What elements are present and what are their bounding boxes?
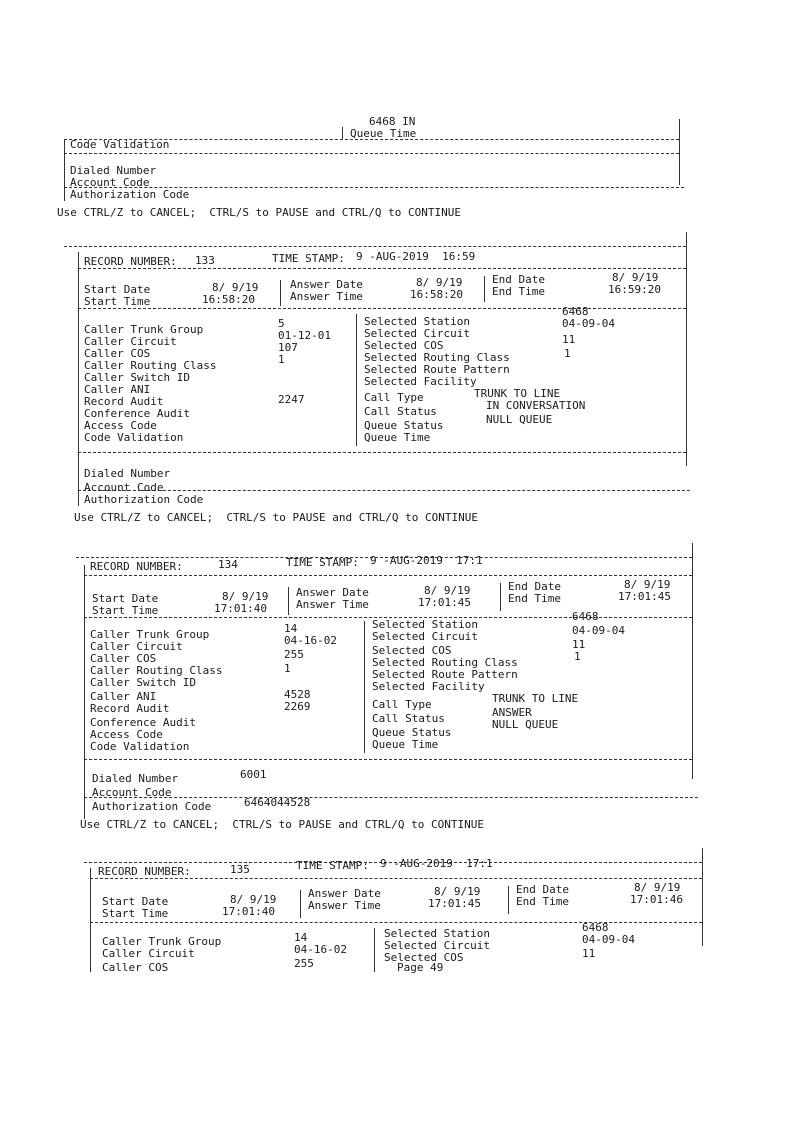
call-type-value: TRUNK TO LINE	[492, 692, 579, 705]
selected-route-pattern-label: Selected Route Pattern	[364, 363, 510, 376]
end-time-label: End Time	[516, 895, 569, 908]
divider	[90, 878, 702, 879]
caller-trunk-group-label: Caller Trunk Group	[102, 935, 222, 948]
caller-cos-value: 255	[294, 957, 314, 970]
start-time-value: 17:01:40	[222, 905, 275, 918]
answer-date-value: 8/ 9/19	[416, 276, 463, 289]
conference-audit-label: Conference Audit	[84, 407, 190, 420]
call-status-value: ANSWER	[492, 706, 532, 719]
selected-station-label: Selected Station	[364, 315, 470, 328]
answer-time-value: 17:01:45	[418, 596, 471, 609]
divider	[78, 308, 686, 309]
start-date-label: Start Date	[84, 283, 151, 296]
access-code-label: Access Code	[84, 419, 157, 432]
selected-station-value: 6468	[572, 610, 599, 623]
record-number-label: RECORD NUMBER:	[98, 865, 191, 878]
caller-routing-class-value: 1	[278, 353, 285, 366]
code-validation-label: Code Validation	[70, 138, 170, 151]
end-time-label: End Time	[508, 592, 561, 605]
time-stamp-value: 9 -AUG-2019 17:1	[370, 554, 483, 567]
start-date-value: 8/ 9/19	[222, 590, 269, 603]
caller-circuit-label: Caller Circuit	[90, 640, 183, 653]
divider	[364, 621, 365, 753]
selected-routing-class-value: 1	[564, 347, 571, 360]
divider	[78, 490, 690, 491]
queue-time-label: Queue Time	[372, 738, 439, 751]
selected-routing-class-label: Selected Routing Class	[364, 351, 510, 364]
end-time-label: End Time	[492, 285, 545, 298]
end-time-value: 17:01:46	[630, 893, 683, 906]
divider	[64, 187, 684, 188]
divider	[374, 928, 375, 972]
selected-routing-class-label: Selected Routing Class	[372, 656, 518, 669]
start-time-label: Start Time	[92, 604, 159, 617]
caller-circuit-label: Caller Circuit	[84, 335, 177, 348]
account-code-label: Account Code	[84, 481, 164, 494]
selected-station-value: 6468	[562, 305, 589, 318]
control-prompt: Use CTRL/Z to CANCEL; CTRL/S to PAUSE and CTRL/Q to CONTINUE	[80, 818, 484, 831]
start-date-label: Start Date	[102, 895, 169, 908]
selected-facility-label: Selected Facility	[364, 375, 477, 388]
answer-time-label: Answer Time	[308, 899, 381, 912]
divider	[342, 127, 343, 139]
record-audit-value: 2269	[284, 700, 311, 713]
queue-time-label: Queue Time	[364, 431, 431, 444]
end-date-label: End Date	[516, 883, 569, 896]
control-prompt: Use CTRL/Z to CANCEL; CTRL/S to PAUSE and CTRL/Q to CONTINUE	[57, 206, 461, 219]
caller-circuit-value: 01-12-01	[278, 329, 331, 342]
caller-circuit-value: 04-16-02	[284, 634, 337, 647]
divider	[90, 922, 702, 923]
divider	[484, 276, 485, 302]
start-time-label: Start Time	[102, 907, 169, 920]
start-time-value: 16:58:20	[202, 293, 255, 306]
selected-circuit-value: 04-09-04	[562, 317, 615, 330]
divider	[78, 268, 686, 269]
caller-trunk-group-value: 5	[278, 317, 285, 330]
call-type-label: Call Type	[372, 698, 432, 711]
record-number-label: RECORD NUMBER:	[84, 255, 177, 268]
dialed-number-label: Dialed Number	[84, 467, 171, 480]
answer-date-label: Answer Date	[296, 586, 369, 599]
selected-circuit-label: Selected Circuit	[372, 630, 478, 643]
station-in-text: 6468 IN	[369, 115, 416, 128]
record-number-value: 134	[218, 558, 238, 571]
selected-cos-value: 11	[572, 638, 586, 651]
caller-circuit-value: 04-16-02	[294, 943, 347, 956]
caller-switch-id-label: Caller Switch ID	[90, 676, 196, 689]
selected-cos-value: 11	[562, 333, 576, 346]
answer-date-value: 8/ 9/19	[424, 584, 471, 597]
divider	[300, 890, 301, 918]
queue-time-label: Queue Time	[350, 127, 417, 140]
time-stamp-value: 9 -AUG-2019 16:59	[356, 250, 476, 263]
end-date-label: End Date	[508, 580, 561, 593]
start-time-value: 17:01:40	[214, 602, 267, 615]
selected-circuit-label: Selected Circuit	[384, 939, 490, 952]
authorization-code-label: Authorization Code	[92, 800, 212, 813]
caller-ani-value: 4528	[284, 688, 311, 701]
selected-cos-label: Selected COS	[384, 951, 464, 964]
start-date-value: 8/ 9/19	[230, 893, 277, 906]
end-time-value: 17:01:45	[618, 590, 671, 603]
selected-cos-label: Selected COS	[364, 339, 444, 352]
code-validation-label: Code Validation	[84, 431, 184, 444]
end-date-label: End Date	[492, 273, 545, 286]
caller-cos-label: Caller COS	[84, 347, 151, 360]
selected-station-label: Selected Station	[372, 618, 478, 631]
caller-ani-label: Caller ANI	[90, 690, 157, 703]
dialed-number-value: 6001	[240, 768, 267, 781]
divider	[84, 575, 692, 576]
call-type-label: Call Type	[364, 391, 424, 404]
divider	[90, 868, 91, 972]
selected-circuit-value: 04-09-04	[582, 933, 635, 946]
start-time-label: Start Time	[84, 295, 151, 308]
divider	[356, 314, 357, 446]
end-date-value: 8/ 9/19	[624, 578, 671, 591]
divider	[64, 139, 65, 201]
authorization-code-label: Authorization Code	[84, 493, 204, 506]
divider	[679, 119, 680, 185]
conference-audit-label: Conference Audit	[90, 716, 196, 729]
dialed-number-label: Dialed Number	[70, 164, 157, 177]
answer-date-label: Answer Date	[290, 278, 363, 291]
selected-cos-label: Selected COS	[372, 644, 452, 657]
control-prompt: Use CTRL/Z to CANCEL; CTRL/S to PAUSE and CTRL/Q to CONTINUE	[74, 511, 478, 524]
selected-routing-class-value: 1	[574, 650, 581, 663]
caller-cos-value: 255	[284, 648, 304, 661]
divider	[78, 252, 79, 506]
divider	[508, 886, 509, 914]
code-validation-label: Code Validation	[90, 740, 190, 753]
queue-status-value: NULL QUEUE	[486, 413, 553, 426]
authorization-code-value: 6464044528	[244, 796, 311, 809]
caller-cos-label: Caller COS	[102, 961, 169, 974]
caller-ani-label: Caller ANI	[84, 383, 151, 396]
record-audit-label: Record Audit	[90, 702, 170, 715]
record-number-value: 135	[230, 863, 250, 876]
divider	[64, 153, 679, 154]
divider	[64, 246, 686, 247]
caller-trunk-group-value: 14	[294, 931, 308, 944]
selected-station-value: 6468	[582, 921, 609, 934]
time-stamp-label: TIME STAMP:	[286, 556, 359, 569]
divider	[84, 565, 85, 819]
start-date-label: Start Date	[92, 592, 159, 605]
divider	[692, 543, 693, 779]
answer-date-value: 8/ 9/19	[434, 885, 481, 898]
caller-routing-class-label: Caller Routing Class	[84, 359, 217, 372]
call-status-label: Call Status	[372, 712, 445, 725]
divider	[702, 848, 703, 946]
answer-time-label: Answer Time	[290, 290, 363, 303]
answer-time-label: Answer Time	[296, 598, 369, 611]
start-date-value: 8/ 9/19	[212, 281, 259, 294]
call-type-value: TRUNK TO LINE	[474, 387, 561, 400]
call-status-value: IN CONVERSATION	[486, 399, 586, 412]
answer-time-value: 17:01:45	[428, 897, 481, 910]
caller-trunk-group-value: 14	[284, 622, 298, 635]
record-number-value: 133	[195, 254, 215, 267]
divider	[84, 759, 692, 760]
queue-status-value: NULL QUEUE	[492, 718, 559, 731]
time-stamp-value: 9 -AUG-2019 17:1	[380, 857, 493, 870]
answer-time-value: 16:58:20	[410, 288, 463, 301]
selected-cos-value: 11	[582, 947, 596, 960]
divider	[288, 587, 289, 615]
queue-status-label: Queue Status	[364, 419, 444, 432]
caller-cos-label: Caller COS	[90, 652, 157, 665]
divider	[84, 797, 698, 798]
caller-trunk-group-label: Caller Trunk Group	[84, 323, 204, 336]
page-number: Page 49	[397, 961, 444, 974]
time-stamp-label: TIME STAMP:	[272, 252, 345, 265]
time-stamp-label: TIME STAMP:	[296, 859, 369, 872]
answer-date-label: Answer Date	[308, 887, 381, 900]
record-audit-label: Record Audit	[84, 395, 164, 408]
record-number-label: RECORD NUMBER:	[90, 560, 183, 573]
call-status-label: Call Status	[364, 405, 437, 418]
selected-circuit-label: Selected Circuit	[364, 327, 470, 340]
account-code-label: Account Code	[70, 176, 150, 189]
caller-switch-id-label: Caller Switch ID	[84, 371, 190, 384]
record-audit-value: 2247	[278, 393, 305, 406]
caller-trunk-group-label: Caller Trunk Group	[90, 628, 210, 641]
end-time-value: 16:59:20	[608, 283, 661, 296]
divider	[78, 452, 686, 453]
end-date-value: 8/ 9/19	[634, 881, 681, 894]
access-code-label: Access Code	[90, 728, 163, 741]
account-code-label: Account Code	[92, 786, 172, 799]
divider	[500, 583, 501, 611]
selected-route-pattern-label: Selected Route Pattern	[372, 668, 518, 681]
end-date-value: 8/ 9/19	[612, 271, 659, 284]
selected-station-label: Selected Station	[384, 927, 490, 940]
caller-cos-value: 107	[278, 341, 298, 354]
dialed-number-label: Dialed Number	[92, 772, 179, 785]
divider	[686, 232, 687, 466]
selected-facility-label: Selected Facility	[372, 680, 485, 693]
selected-circuit-value: 04-09-04	[572, 624, 625, 637]
caller-routing-class-label: Caller Routing Class	[90, 664, 223, 677]
authorization-code-label: Authorization Code	[70, 188, 190, 201]
caller-circuit-label: Caller Circuit	[102, 947, 195, 960]
queue-status-label: Queue Status	[372, 726, 452, 739]
caller-routing-class-value: 1	[284, 662, 291, 675]
divider	[280, 280, 281, 306]
